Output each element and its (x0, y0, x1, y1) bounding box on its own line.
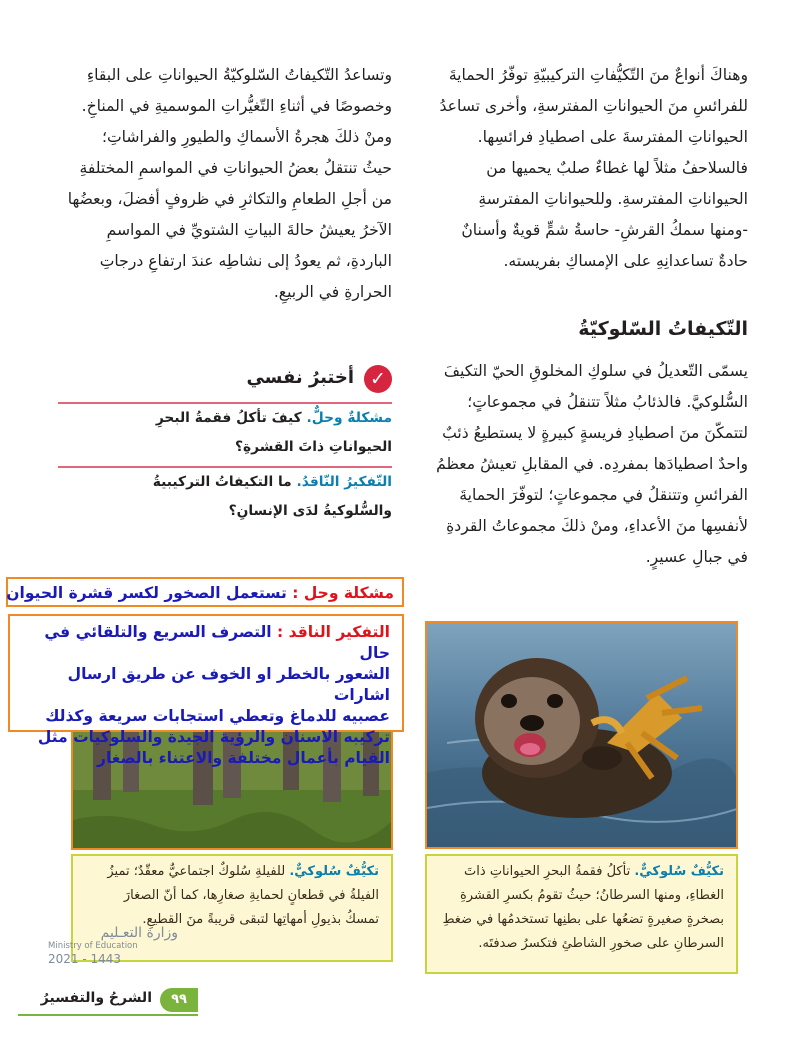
self-test-header (200, 365, 392, 399)
text-line: حادةٌ تساعدانِهِ على الإمساكِ بفريسته. (503, 252, 748, 270)
caption-line: السرطانِ على صخورِ الشاطئِ فتكسرُ صدفتَه. (478, 936, 724, 951)
caption-line: تأكلُ فقمةُ البحرِ الحيواناتِ ذاتَ (464, 864, 631, 879)
ministry-arabic: وزارة التعـليم (100, 925, 178, 941)
caption-lead: تكيُّفٌ سُلوكيٌّ. (634, 864, 724, 879)
question-2-lead: التّفكيرُ النّاقدُ. (296, 474, 392, 490)
text-line: لتتمكّنَ منَ اصطيادِ فريسةٍ كبيرةٍ لا يستطيعُ ذئبٌ (442, 424, 748, 442)
caption-line: تمسكُ بذيولِ أمهاتِها لتبقى قريبةً منَ القطيعِ. (142, 912, 379, 927)
answer-2-line: القيام بأعمال مختلفة والاعتناء بالصغار (97, 749, 390, 767)
footer-label: الشرحُ والتفسيرُ (40, 990, 152, 1006)
answer-2-line: تركيبه الاسنان والرؤية الجيدة والسلوكيات مثل (37, 728, 390, 746)
text-line: فالسلاحفُ مثلاً لها غطاءٌ صلبٌ يحميها من (486, 159, 748, 177)
sea-otter-illustration (427, 623, 738, 849)
text-line: وتساعدُ التّكيفاتُ السّلوكيّةُ الحيواناتِ على البقاءِ (86, 66, 392, 84)
question-1-text-2: الحيواناتِ ذاتَ القشرةِ؟ (235, 439, 392, 455)
text-line: للفرائسِ منَ الحيواناتِ المفترسةِ، وأخرى تساعدُ (439, 97, 748, 115)
check-icon: ✓ (364, 365, 392, 393)
text-line: في جبالِ عسيرٍ. (645, 548, 748, 566)
question-1 (58, 404, 392, 462)
text-line: الحرارةِ في الربيعِ. (273, 283, 392, 301)
left-paragraph (58, 60, 392, 308)
answer-1-label: مشكلة وحل : (292, 584, 394, 602)
text-line: لأنفسِها منَ الأعداءِ، ومنْ ذلكَ مجموعاتُ القردةِ (446, 517, 748, 535)
text-line: الحيواناتِ المفترسةَ على اصطيادِ فرائسِها. (477, 128, 748, 146)
right-paragraph-2 (412, 356, 748, 573)
question-2 (58, 468, 392, 526)
text-line: الفرائسِ وتتنقلُ في مجموعاتٍ؛ لتوفّرَ الحمايةَ (459, 486, 748, 504)
caption-line: للفيلةِ سُلوكٌ اجتماعيٌّ معقّدٌ؛ تميزُ (107, 864, 286, 879)
text-line: وهناكَ أنواعٌ منَ التّكيُّفاتِ التركيبيّةِ توفّرُ الحمايةَ (448, 66, 748, 84)
answer-2-line: التصرف السريع والتلقائي في حال (44, 623, 390, 662)
caption-line: الفيلةُ في قطعانٍ لحمايةِ صغارِها، كما أنّ الصغارَ (123, 888, 379, 903)
answer-2-line: الشعور بالخطر او الخوف عن طريق ارسال اشارات (67, 665, 390, 704)
text-line: وخصوصًا في أثناءِ التّغيُّراتِ الموسميةِ في المناخِ. (81, 97, 392, 115)
text-line: يسمّى التّعديلُ في سلوكِ المخلوقِ الحيّ التكيفَ (443, 362, 748, 380)
caption-lead: تكيُّفٌ سُلوكيٌّ. (289, 864, 379, 879)
page-footer (18, 988, 198, 1012)
question-1-text: كيفَ تأكلُ فقمةُ البحرِ (155, 410, 302, 426)
caption-line: بصخرةٍ صغيرةٍ تضعُها على بطنِها تستخدمُها في ضغطِ (442, 912, 724, 927)
ministry-year: 2021 - 1443 (48, 952, 122, 966)
text-line: الحيواناتِ المفترسةِ. وللحيواناتِ المفترسةِ (478, 190, 748, 208)
answer-2-label: التفكير الناقد : (277, 623, 390, 641)
text-line: -ومنها سمكُ القرشِ- حاسةُ شمٍّ قويةٌ وأسنانٌ (461, 221, 748, 239)
question-2-text-2: والسُّلوكيةُ لدَى الإنسانِ؟ (228, 503, 392, 519)
text-line: من أجلِ الطعامِ والتكاثرِ في ظروفٍ أفضلَ، وبعضُها (67, 190, 392, 208)
text-line: الآخرُ يعيشُ حالةَ البياتِ الشتويِّ في المواسمِ (106, 221, 392, 239)
page-number: ٩٩ (160, 988, 198, 1012)
text-line: ومنْ ذلكَ هجرةُ الأسماكِ والطيورِ والفراشاتِ؛ (102, 128, 392, 146)
answer-critical-thinking (8, 614, 404, 767)
answer-2-line: عصبيه للدماغ وتعطي استجابات سريعة وكذلك (45, 707, 390, 725)
question-2-text: ما التكيفاتُ التركيبيةُ (152, 474, 292, 490)
otter-caption (425, 854, 738, 974)
self-test-title: أختبرُ نفسي (246, 367, 354, 388)
caption-line: الغطاءِ، ومنها السرطانُ؛ حيثُ تقومُ بكسرِ القشرةِ (460, 888, 724, 903)
text-line: الباردةِ، ثم يعودُ إلى نشاطِه عندَ ارتفاعِ درجاتِ (99, 252, 392, 270)
text-line: السُّلوكيَّ. فالذئابُ مثلاً تتنقلُ في مجموعاتٍ؛ (467, 393, 748, 411)
ministry-english: Ministry of Education (48, 941, 138, 951)
sea-otter-photo (425, 621, 738, 849)
answer-1-text: تستعمل الصخور لكسر قشرة الحيوان (6, 584, 287, 602)
answer-problem-solution (6, 577, 404, 607)
footer-divider (18, 1014, 198, 1016)
text-line: واحدٌ اصطيادَها بمفردِه. في المقابلِ تعيشُ معظمُ (436, 455, 748, 473)
text-line: حيثُ تنتقلُ بعضُ الحيواناتِ في المواسمِ المختلفةِ (79, 159, 392, 177)
ministry-logo (48, 926, 178, 972)
question-1-lead: مشكلةٌ وحلٌّ. (306, 410, 392, 426)
right-paragraph-1 (412, 60, 748, 277)
section-heading: التّكيفاتُ السّلوكيّةُ (578, 318, 748, 340)
